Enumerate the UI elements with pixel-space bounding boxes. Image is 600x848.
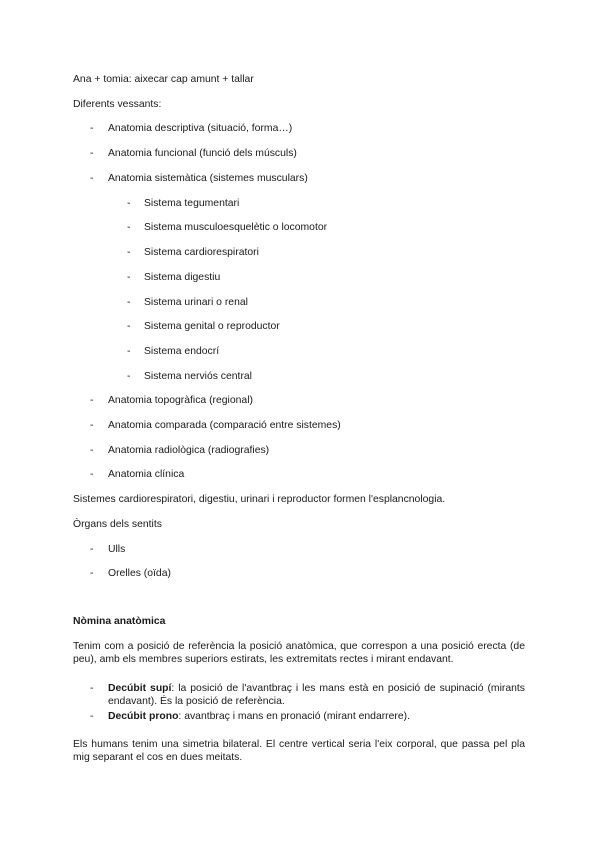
list-item: Anatomia descriptiva (situació, forma…)	[108, 123, 293, 134]
decubit-prono-text: : avantbraç i mans en pronació (mirant endarrere).	[178, 711, 411, 722]
simetria-paragraph: Els humans tenim una simetria bilateral. El centre vertical seria l'eix corporal, que passa pel pla mig separant el cos en dues meitats.	[73, 739, 525, 763]
decubit-supi-text: : la posició de l'avantbraç i les mans està en posició de supinació (mirants endavant). És la posició de referència.	[108, 683, 525, 707]
list-bullet: -	[90, 395, 94, 406]
sublist-bullet: -	[127, 222, 131, 233]
list-item: Anatomia sistemàtica (sistemes musculars)	[108, 173, 308, 184]
list-item: Anatomia clínica	[108, 469, 185, 480]
list-item: Ulls	[108, 544, 126, 555]
list-item: Anatomia radiològica (radiografies)	[108, 445, 270, 456]
list-bullet: -	[90, 683, 94, 694]
sublist-item: Sistema endocrí	[144, 346, 220, 357]
section-heading: Nòmina anatòmica	[73, 616, 166, 627]
nomina-paragraph: Tenim com a posició de referència la posició anatòmica, que correspon a una posició erecta (de peu), amb els membres superiors estirats, les extremitats rectes i mirant endavant.	[73, 641, 525, 665]
list-bullet: -	[90, 711, 94, 722]
sublist-bullet: -	[127, 198, 131, 209]
decubit-supi-term: Decúbit supí	[108, 683, 172, 694]
list-item: Anatomia funcional (funció dels músculs)	[108, 148, 297, 159]
sublist-item: Sistema urinari o renal	[144, 297, 248, 308]
list-bullet: -	[90, 544, 94, 555]
list-bullet: -	[90, 148, 94, 159]
decubit-prono-item	[108, 710, 410, 723]
sublist-item: Sistema genital o reproductor	[144, 321, 280, 332]
vessants-title: Diferents vessants:	[73, 99, 162, 110]
list-item: Anatomia topogràfica (regional)	[108, 395, 253, 406]
list-bullet: -	[90, 420, 94, 431]
sublist-bullet: -	[127, 321, 131, 332]
sublist-bullet: -	[127, 297, 131, 308]
sublist-item: Sistema nerviós central	[144, 371, 252, 382]
esplancnologia-line: Sistemes cardiorespiratori, digestiu, urinari i reproductor formen l'esplancnologia.	[73, 494, 446, 505]
sublist-bullet: -	[127, 272, 131, 283]
list-bullet: -	[90, 469, 94, 480]
sublist-bullet: -	[127, 247, 131, 258]
sublist-item: Sistema cardiorespiratori	[144, 247, 259, 258]
list-bullet: -	[90, 568, 94, 579]
list-item: Anatomia comparada (comparació entre sistemes)	[108, 420, 341, 431]
sublist-bullet: -	[127, 346, 131, 357]
list-bullet: -	[90, 123, 94, 134]
list-bullet: -	[90, 445, 94, 456]
sublist-bullet: -	[127, 371, 131, 382]
list-item: Orelles (oïda)	[108, 568, 171, 579]
decubit-supi-item	[108, 682, 525, 708]
list-bullet: -	[90, 173, 94, 184]
sublist-item: Sistema tegumentari	[144, 198, 240, 209]
organs-title: Òrgans dels sentits	[73, 519, 162, 530]
decubit-prono-term: Decúbit prono	[108, 711, 179, 722]
sublist-item: Sistema digestiu	[144, 272, 221, 283]
sublist-item: Sistema musculoesquelètic o locomotor	[144, 222, 328, 233]
intro-line: Ana + tomia: aixecar cap amunt + tallar	[73, 74, 254, 85]
